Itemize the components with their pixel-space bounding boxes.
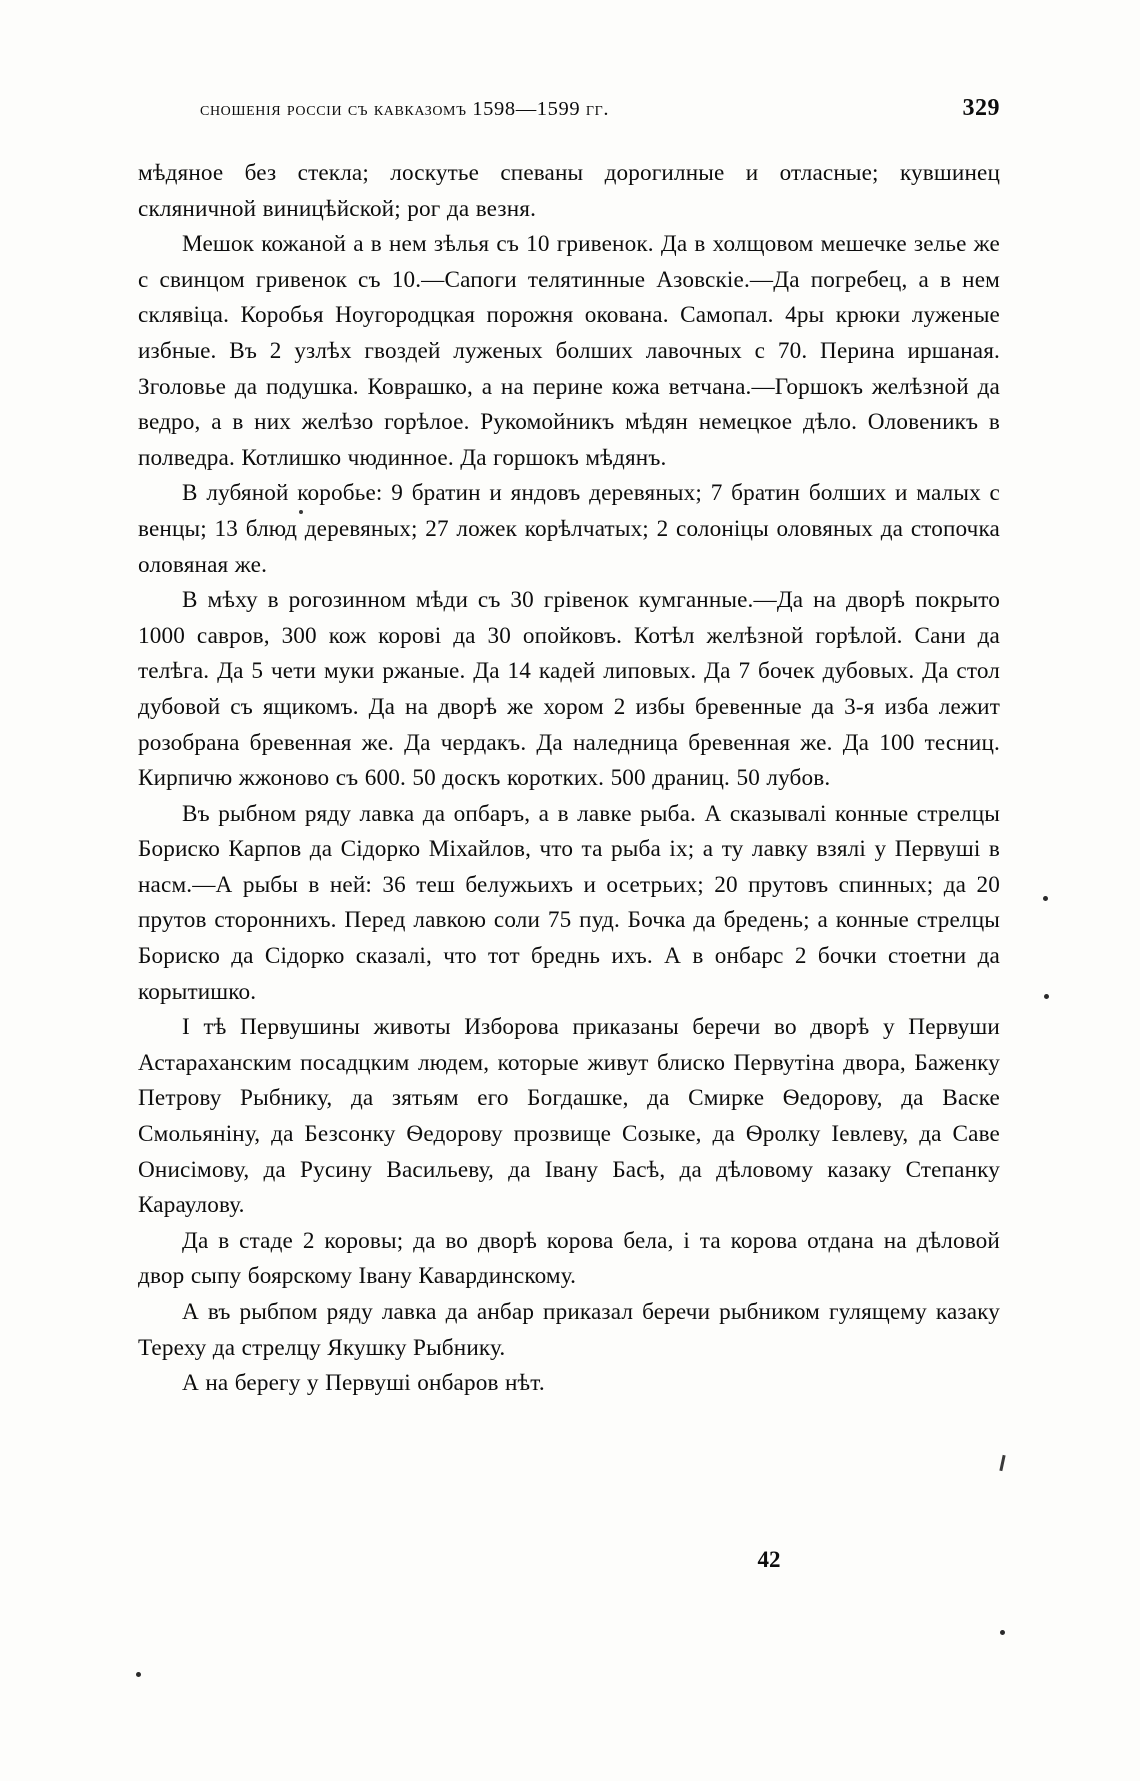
- paragraph-1: мѣдяное без стекла; лоскутье спеваны дорогилные и отласные; кувшинец скляничной виницѣйской; рог да везня.: [138, 160, 1000, 222]
- paragraph-7: Да в стаде 2 коровы; да во дворѣ корова бела, і та корова отдана на дѣловой двор сыпу боярскому Iвану Кавардинскому.: [138, 1227, 1000, 1290]
- paragraph-5: Въ рыбном ряду лавка да опбаръ, а в лавке рыба. А сказывалі конные стрелцы Бориско Карпов да Сідорко Міхайлов, что та рыба іх; а ту лавку взялі у Первуші в насм.—А рыбы в ней: 36 теш белужьихъ и осетрьих; 20 прутовъ спинных; да 20 прутов стороннихъ. Перед лавкою соли 75 пуд. Бочка да бредень; а конные стрелцы Бориско да Сідорко сказалі, что тот бреднь ихъ. А в онбарс 2 бочки стоетни да корытишко.: [138, 800, 1000, 1005]
- paragraph-8: А въ рыбпом ряду лавка да анбар приказал беречи рыбником гулящему казаку Тереху да стрелцу Якушку Рыбнику.: [138, 1299, 1000, 1361]
- paragraph-4: В мѣху в рогозинном мѣди съ 30 грівенок кумганные.—Да на дворѣ покрыто 1000 савров, 300 кож коровi да 30 опойковъ. Котѣл желѣзной горѣлой. Сани да телѣга. Да 5 чети муки ржаные. Да 14 кадей липовых. Да 7 бочек дубовых. Да стол дубовой съ ящикомъ. Да на дворѣ же хором 2 избы бревенные да 3-я изба лежит розобрана бревенная же. Да чердакъ. Да наледница бревенная же. Да 100 тесниц. Кирпичю жжоново съ 600. 50 доскъ коротких. 500 драниц. 50 лубов.: [138, 587, 1000, 792]
- page-speck-3: [136, 1672, 141, 1677]
- running-head: сношенія россіи съ кавказомъ 1598—1599 гг.: [200, 98, 610, 120]
- paragraph-9: А на берегу у Первуші онбаров нѣт.: [182, 1370, 545, 1397]
- paragraph-6: I тѣ Первушины животы Изборова приказаны беречи во дворѣ у Первуши Астараханским посадцким людем, которые живут блиско Первутіна двора, Баженку Петрову Рыбнику, да зятьям его Богдашке, да Смирке Ѳедорову, да Васке Смольянiну, да Безсонку Ѳедорову прозвище Созыке, да Ѳролку Iевлеву, да Саве Онисімову, да Русину Васильеву, да Iвану Басѣ, да дѣловому казаку Степанку Караулову.: [138, 1014, 1000, 1219]
- page-speck-6: [299, 510, 303, 514]
- signature-mark: 42: [757, 1547, 781, 1572]
- page-speck-1: [1043, 896, 1048, 901]
- page-number: 329: [962, 95, 1000, 121]
- page-speck-5: [999, 1455, 1005, 1471]
- page-speck-4: [1000, 1630, 1005, 1635]
- page-speck-2: [1044, 994, 1049, 999]
- paragraph-3: В лубяной коробье: 9 братин и яндовъ деревяных; 7 братин болших и малых с венцы; 13 блюд деревяных; 27 ложек корѣлчатых; 2 солоніцы оловяных да стопочка оловяная же.: [138, 480, 1000, 578]
- paragraph-2: Мешок кожаной а в нем зѣлья съ 10 гривенок. Да в холщовом мешечке зелье же с свинцом гривенок съ 10.—Сапоги телятинные Азовскіе.—Да погребец, а в нем склявіца. Коробья Ноугородцкая порожня окована. Самопал. 4ры крюки луженые избные. Въ 2 узлѣх гвоздей луженых болших лавочных с 70. Перина иршаная. Зголовье да подушка. Коврашко, а на перине кожа ветчана.—Горшокъ желѣзной да ведро, а в них желѣзо горѣлое. Рукомойникъ мѣдян немецкое дѣло. Оловеникъ в полведра. Котлишко чюдинное. Да горшокъ мѣдянъ.: [138, 231, 1000, 471]
- page-header: [138, 95, 1000, 122]
- page-content: [138, 95, 1000, 1572]
